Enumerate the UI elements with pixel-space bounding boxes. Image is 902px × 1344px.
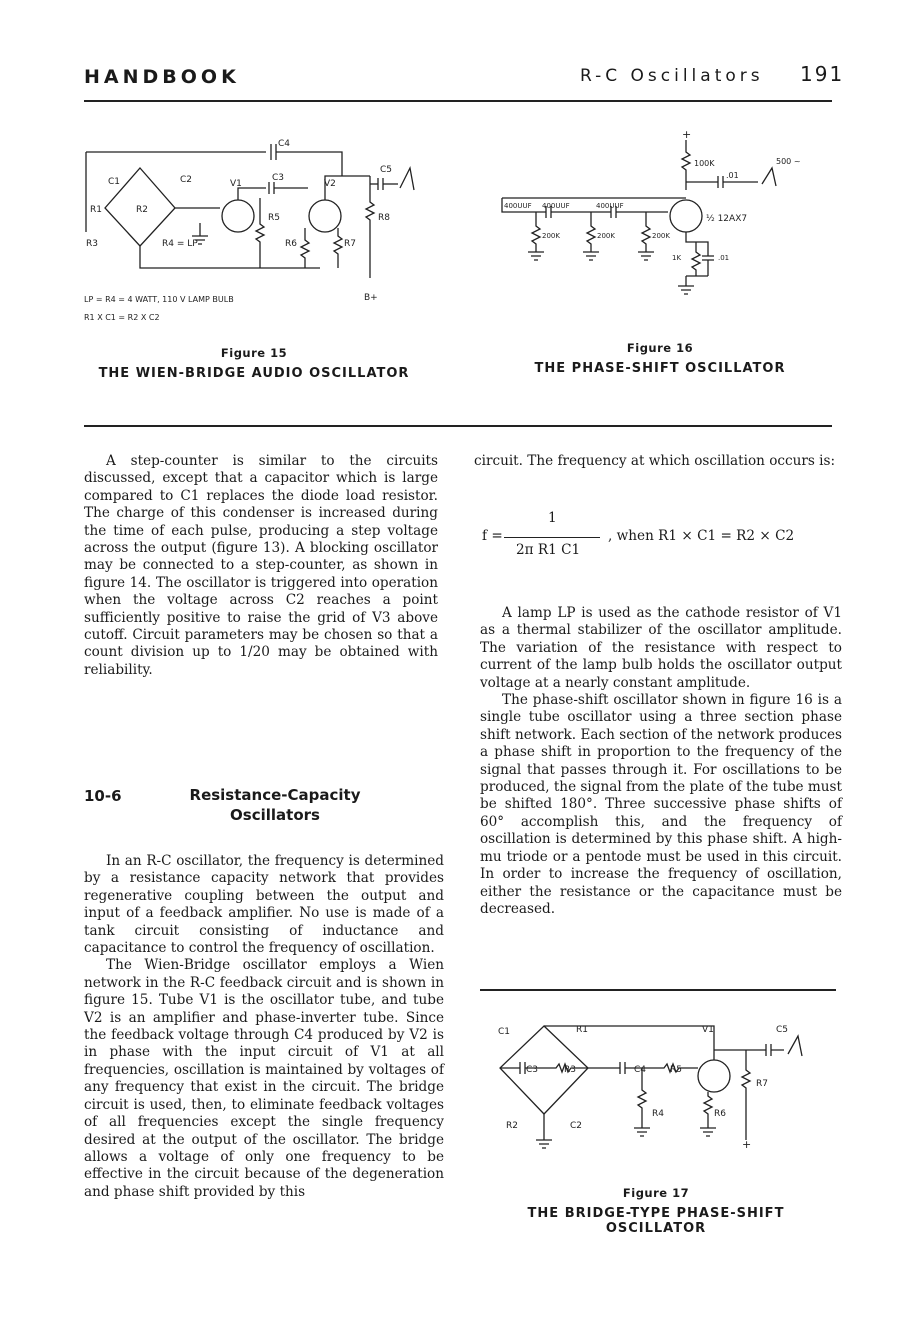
fig17-label-r4: R4 xyxy=(652,1109,664,1119)
section-number: 10-6 xyxy=(84,787,122,805)
lamp-paragraph: A lamp LP is used as the cathode resistor of V1 as a thermal stabilizer of the oscillator amplitude. The variation of the resistance with respect to current of the lamp bulb holds the oscillator output voltage at a nearly constant amplitude. xyxy=(480,605,842,691)
fig17-label-r7: R7 xyxy=(756,1079,768,1089)
fig16-label-100k: 100K xyxy=(694,159,715,168)
left-para-1 xyxy=(84,453,438,679)
figure-17-number: Figure 17 xyxy=(622,1186,690,1200)
fig15-label-c3: C3 xyxy=(272,173,285,183)
wien-bridge-paragraph: The Wien-Bridge oscillator employs a Wien network in the R-C feedback circuit and is shown in figure 15. Tube V1 is the oscillator tube, and tube V2 is an amplifier and phase-inverter tube. Since the feedback voltage through C4 produced by V2 is in phase with the input circuit of V1 at all frequencies, oscillation is maintained by voltages of any frequency that exist in the circuit. The bridge circuit is used, then, to eliminate feedback voltages of all frequencies except the single frequency desired at the output of the oscillator. The bridge allows a voltage of only one frequency to be effective in the circuit because of the degeneration and phase shift provided by this xyxy=(84,957,444,1200)
fig17-label-c2: C2 xyxy=(570,1121,583,1131)
right-column-rule xyxy=(480,989,836,991)
fig17-label-c1: C1 xyxy=(498,1027,511,1037)
figure-16-schematic xyxy=(496,126,836,326)
fig17-label-r5: R5 xyxy=(670,1065,682,1075)
formula-fraction-bar xyxy=(504,537,600,538)
figure-15-title: THE WIEN-BRIDGE AUDIO OSCILLATOR xyxy=(98,366,410,381)
figure-15-number: Figure 15 xyxy=(220,346,288,360)
fig16-label-200k-2: 200K xyxy=(597,232,615,240)
header-rule xyxy=(84,100,832,102)
section-title-line-2: Oscillators xyxy=(230,806,320,824)
left-para-2-3 xyxy=(84,853,444,1201)
fig15-label-r3: R3 xyxy=(86,239,98,249)
formula-lhs: f = xyxy=(482,528,503,544)
fig15-note-2: R1 X C1 = R2 X C2 xyxy=(84,313,160,322)
figure-15-caption xyxy=(84,346,424,381)
fig15-label-r5: R5 xyxy=(268,213,280,223)
fig16-label-200k-1: 200K xyxy=(542,232,560,240)
right-para-2-3 xyxy=(480,605,842,918)
figure-16-caption xyxy=(500,341,820,376)
right-para-1 xyxy=(474,453,838,470)
fig17-label-c4: C4 xyxy=(634,1065,647,1075)
figure-17-title-line-2: OSCILLATOR xyxy=(605,1221,707,1236)
figure-17-schematic xyxy=(484,1010,844,1170)
figure-17-title-line-1: THE BRIDGE-TYPE PHASE-SHIFT xyxy=(527,1206,785,1221)
fig15-label-r8: R8 xyxy=(378,213,390,223)
fig15-label-r4: R4 = LP xyxy=(162,239,198,249)
fig17-label-c3: C3 xyxy=(526,1065,539,1075)
circuit-frequency-paragraph: circuit. The frequency at which oscillation occurs is: xyxy=(474,453,836,469)
running-header-right: R-C Oscillators xyxy=(580,66,764,86)
step-counter-paragraph: A step-counter is similar to the circuits discussed, except that a capacitor which is large compared to C1 replaces the diode load resistor. The charge of this condenser is increased during the time of each pulse, producing a step voltage across the output (figure 13). A blocking oscillator may be connected to a step-counter, as shown in figure 14. The oscillator is triggered into operation when the voltage across C2 reaches a point sufficiently positive to raise the grid of V3 above cutoff. Circuit parameters may be chosen so that a count division up to 1/20 may be obtained with reliability. xyxy=(84,453,438,678)
fig16-label-cap2: 400UUF xyxy=(542,202,570,210)
fig15-note-1: LP = R4 = 4 WATT, 110 V LAMP BULB xyxy=(84,295,234,304)
fig15-label-c1: C1 xyxy=(108,177,121,187)
fig15-label-r6: R6 xyxy=(285,239,297,249)
fig15-label-c5: C5 xyxy=(380,165,393,175)
rc-oscillator-paragraph: In an R-C oscillator, the frequency is determined by a resistance capacity network that provides regenerative coupling between the output and input of a feedback amplifier. No use is made of a tank circuit consisting of inductance and capacitance to control the frequency of oscillation. xyxy=(84,853,444,957)
figure-rule xyxy=(84,425,832,427)
formula-denominator: 2π R1 C1 xyxy=(516,542,581,558)
fig15-label-r1: R1 xyxy=(90,205,102,215)
figure-16-title: THE PHASE-SHIFT OSCILLATOR xyxy=(534,361,786,376)
fig15-label-v2: V2 xyxy=(324,179,336,189)
fig16-label-plus: + xyxy=(682,128,692,141)
fig17-label-v1: V1 xyxy=(702,1025,714,1035)
section-title xyxy=(160,785,390,825)
fig16-label-cap1: 400UUF xyxy=(504,202,532,210)
running-header-left: HANDBOOK xyxy=(84,66,240,88)
fig15-label-c4: C4 xyxy=(278,139,291,149)
fig16-label-500: 500 ~ xyxy=(776,157,801,166)
fig15-label-bplus: B+ xyxy=(364,293,378,303)
fig16-label-01: .01 xyxy=(718,254,730,262)
fig16-label-01-top: .01 xyxy=(726,171,739,180)
phase-shift-paragraph: The phase-shift oscillator shown in figure 16 is a single tube oscillator using a three section phase shift network. Each section of the network produces a phase shift in proportion to the frequency of the signal that passes through it. For oscillations to be produced, the signal from the plate of the tube must be shifted 180°. Three successive phase shifts of 60° accomplish this, and the frequency of oscillation is determined by this phase shift. A high-mu triode or a pentode must be used in this circuit. In order to increase the frequency of oscillation, either the resistance or the capacitance must be decreased. xyxy=(480,692,842,917)
figure-15-schematic xyxy=(80,128,440,358)
figure-17-caption xyxy=(496,1186,816,1236)
page-number: 191 xyxy=(800,62,845,86)
fig15-label-v1: V1 xyxy=(230,179,242,189)
fig16-label-200k-3: 200K xyxy=(652,232,670,240)
fig16-label-cap3: 400UUF xyxy=(596,202,624,210)
fig16-label-tube: ½ 12AX7 xyxy=(706,214,748,224)
fig15-label-r2: R2 xyxy=(136,205,148,215)
formula-numerator: 1 xyxy=(548,510,557,526)
frequency-formula xyxy=(482,510,822,570)
formula-condition: , when R1 × C1 = R2 × C2 xyxy=(608,528,795,544)
fig17-label-plus: + xyxy=(742,1138,752,1151)
fig15-label-r7: R7 xyxy=(344,239,356,249)
fig17-label-c5: C5 xyxy=(776,1025,789,1035)
fig17-label-r6: R6 xyxy=(714,1109,726,1119)
fig17-label-r2: R2 xyxy=(506,1121,518,1131)
figure-16-number: Figure 16 xyxy=(626,341,694,355)
fig16-label-1k: 1K xyxy=(672,254,682,262)
fig17-label-r1: R1 xyxy=(576,1025,588,1035)
fig15-label-c2: C2 xyxy=(180,175,193,185)
section-title-line-1: Resistance-Capacity xyxy=(189,786,361,804)
fig17-label-r3: R3 xyxy=(564,1065,576,1075)
